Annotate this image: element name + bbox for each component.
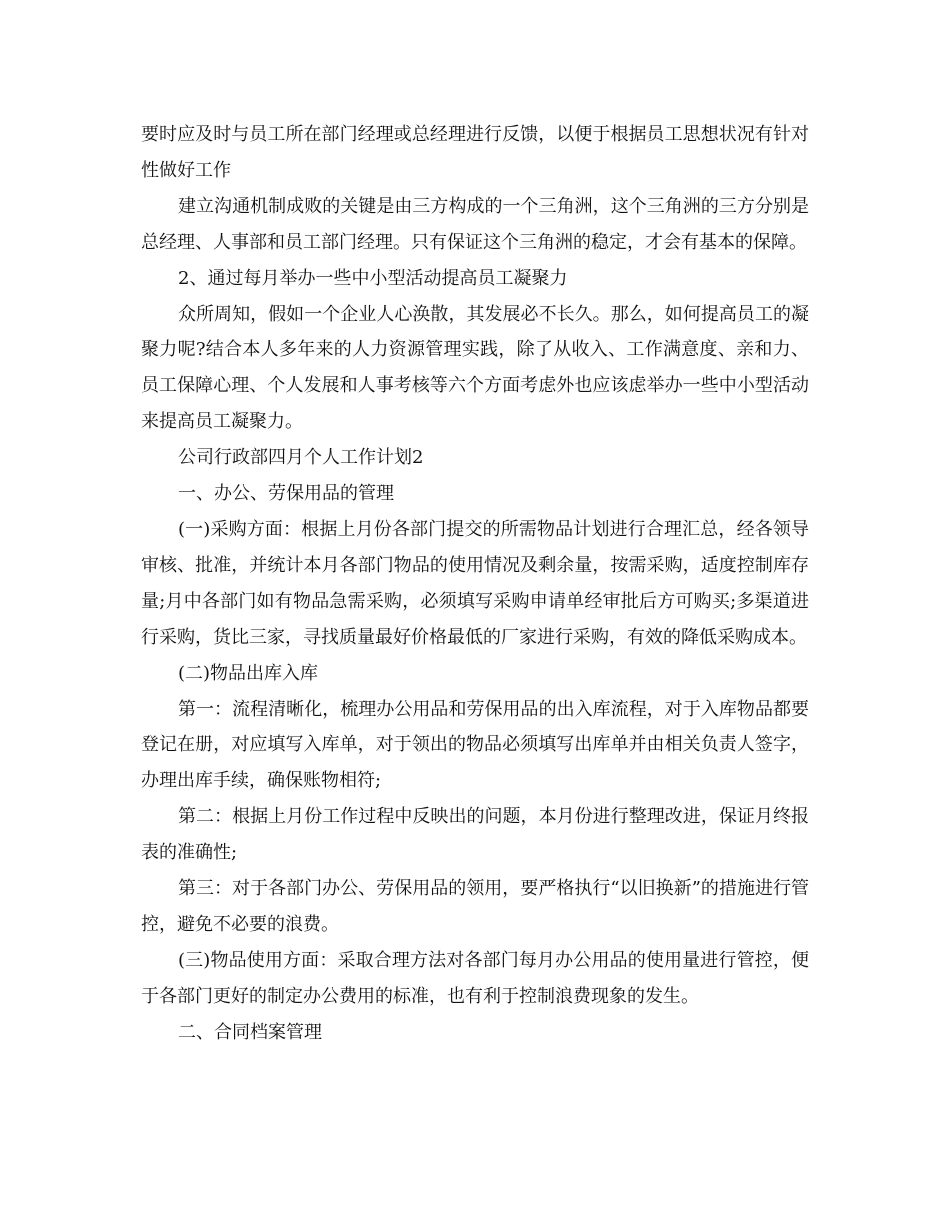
section-heading-2: 2、通过每月举办一些中小型活动提高员工凝聚力 — [178, 267, 568, 289]
paragraph-procurement: (一)采购方面：根据上月份各部门提交的所需物品计划进行合理汇总，经各领导审核、批准，并统计本月各部门物品的使用情况及剩余量，按需采购，适度控制库存量;月中各部门如有物品急需采购，必须填写采购申请单经审批后方可购买;多渠道进行采购，货比三家，寻找质量最好价格最低的厂家进行采购，有效的降低采购成本。 — [141, 518, 809, 648]
paragraph-1: 要时应及时与员工所在部门经理或总经理进行反馈，以便于根据员工思想状况有针对性做好工作 — [141, 124, 809, 181]
paragraph-third: 第三：对于各部门办公、劳保用品的领用，要严格执行“以旧换新”的措施进行管控，避免不必要的浪费。 — [141, 878, 809, 935]
section-heading-contracts: 二、合同档案管理 — [178, 1021, 322, 1043]
document-body — [141, 117, 809, 1051]
subheading-inventory: (二)物品出库入库 — [178, 662, 319, 684]
document-title-plan-2: 公司行政部四月个人工作计划2 — [178, 447, 424, 469]
section-heading-office-supplies: 一、办公、劳保用品的管理 — [178, 483, 394, 505]
paragraph-2: 建立沟通机制成败的关键是由三方构成的一个三角洲，这个三角洲的三方分别是总经理、人事部和员工部门经理。只有保证这个三角洲的稳定，才会有基本的保障。 — [141, 195, 809, 253]
paragraph-usage: (三)物品使用方面：采取合理方法对各部门每月办公用品的使用量进行管控，便于各部门更好的制定办公费用的标准，也有利于控制浪费现象的发生。 — [141, 949, 809, 1007]
paragraph-first: 第一：流程清晰化，梳理办公用品和劳保用品的出入库流程，对于入库物品都要登记在册，对应填写入库单，对于领出的物品必须填写出库单并由相关负责人签字，办理出库手续，确保账物相符; — [141, 698, 809, 792]
paragraph-second: 第二：根据上月份工作过程中反映出的问题，本月份进行整理改进，保证月终报表的准确性; — [141, 806, 809, 864]
paragraph-3: 众所周知，假如一个企业人心涣散，其发展必不长久。那么，如何提高员工的凝聚力呢?结合本人多年来的人力资源管理实践，除了从收入、工作满意度、亲和力、员工保障心理、个人发展和人事考核等六个方面考虑外也应该虑举办一些中小型活动来提高员工凝聚力。 — [141, 303, 809, 433]
